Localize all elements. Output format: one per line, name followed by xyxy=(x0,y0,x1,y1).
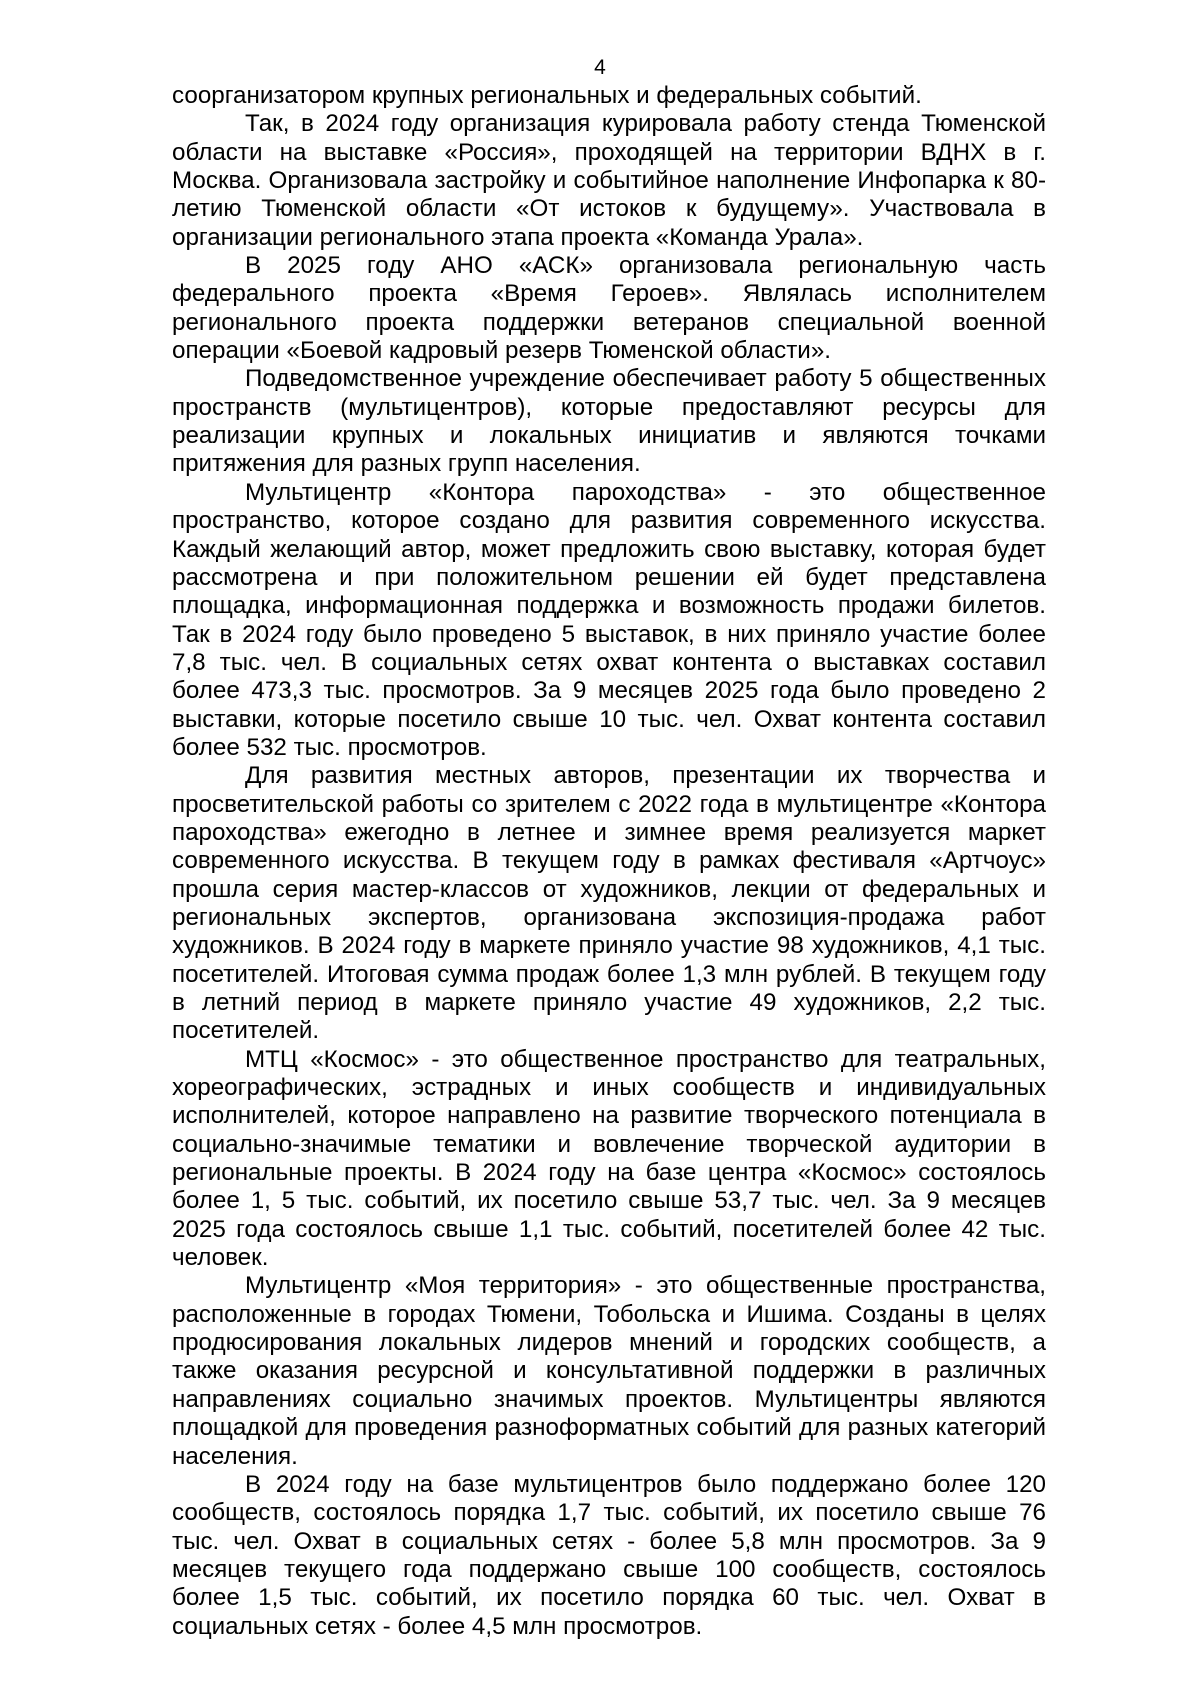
paragraph-multicenter-stats: В 2024 году на базе мультицентров было поддержано более 120 сообществ, состоялось порядка 1,7 тыс. событий, их посетило свыше 76 тыс. чел. Охват в социальных сетях - более 5,8 млн просмотров. За 9 месяцев текущего года поддержано свыше 100 сообществ, состоялось более 1,5 тыс. событий, их посетило порядка 60 тыс. чел. Охват в социальных сетях - более 4,5 млн просмотров. xyxy=(172,1470,1046,1640)
document-body xyxy=(172,82,1046,1641)
paragraph-moya-territoriya: Мультицентр «Моя территория» - это общественные пространства, расположенные в городах Тюмени, Тобольска и Ишима. Созданы в целях продюсирования локальных лидеров мнений и городских сообществ, а также оказания ресурсной и консультативной поддержки в различных направлениях социально значимых проектов. Мультицентры являются площадкой для проведения разноформатных событий для разных категорий населения. xyxy=(172,1272,1046,1470)
paragraph-art-market: Для развития местных авторов, презентации их творчества и просветительской работы со зрителем с 2022 года в мультицентре «Контора пароходства» ежегодно в летнее и зимнее время реализуется маркет современного искусства. В текущем году в рамках фестиваля «Артчоус» прошла серия мастер-классов от художников, лекции от федеральных и региональных экспертов, организована экспозиция-продажа работ художников. В 2024 году в маркете приняло участие 98 художников, 4,1 тыс. посетителей. Итоговая сумма продаж более 1,3 млн рублей. В текущем году в летний период в маркете приняло участие 49 художников, 2,2 тыс. посетителей. xyxy=(172,762,1046,1045)
paragraph-public-spaces: Подведомственное учреждение обеспечивает работу 5 общественных пространств (мультицентров), которые предоставляют ресурсы для реализации крупных и локальных инициатив и являются точками притяжения для разных групп населения. xyxy=(172,365,1046,478)
paragraph-mtc-kosmos: МТЦ «Космос» - это общественное пространство для театральных, хореографических, эстрадных и иных сообществ и индивидуальных исполнителей, которое направлено на развитие творческого потенциала в социально-значимые тематики и вовлечение творческой аудитории в региональные проекты. В 2024 году на базе центра «Космос» состоялось более 1, 5 тыс. событий, их посетило свыше 53,7 тыс. чел. За 9 месяцев 2025 года состоялось свыше 1,1 тыс. событий, посетителей более 42 тыс. человек. xyxy=(172,1045,1046,1272)
paragraph-kontora-parokhodstva: Мультицентр «Контора пароходства» - это общественное пространство, которое создано для развития современного искусства. Каждый желающий автор, может предложить свою выставку, которая будет рассмотрена и при положительном решении ей будет представлена площадка, информационная поддержка и возможность продажи билетов. Так в 2024 году было проведено 5 выставок, в них приняло участие более 7,8 тыс. чел. В социальных сетях охват контента о выставках составил более 473,3 тыс. просмотров. За 9 месяцев 2025 года было проведено 2 выставки, которые посетило свыше 10 тыс. чел. Охват контента составил более 532 тыс. просмотров. xyxy=(172,478,1046,761)
paragraph-time-of-heroes: В 2025 году АНО «АСК» организовала региональную часть федерального проекта «Время Героев». Являлась исполнителем регионального проекта поддержки ветеранов специальной военной операции «Боевой кадровый резерв Тюменской области». xyxy=(172,252,1046,365)
paragraph-continuation: соорганизатором крупных региональных и федеральных событий. xyxy=(172,82,922,109)
page-number: 4 xyxy=(594,56,606,79)
paragraph-exhibition-russia: Так, в 2024 году организация курировала работу стенда Тюменской области на выставке «Россия», проходящей на территории ВДНХ в г. Москва. Организовала застройку и событийное наполнение Инфопарка к 80-летию Тюменской области «От истоков к будущему». Участвовала в организации регионального этапа проекта «Команда Урала». xyxy=(172,110,1046,251)
